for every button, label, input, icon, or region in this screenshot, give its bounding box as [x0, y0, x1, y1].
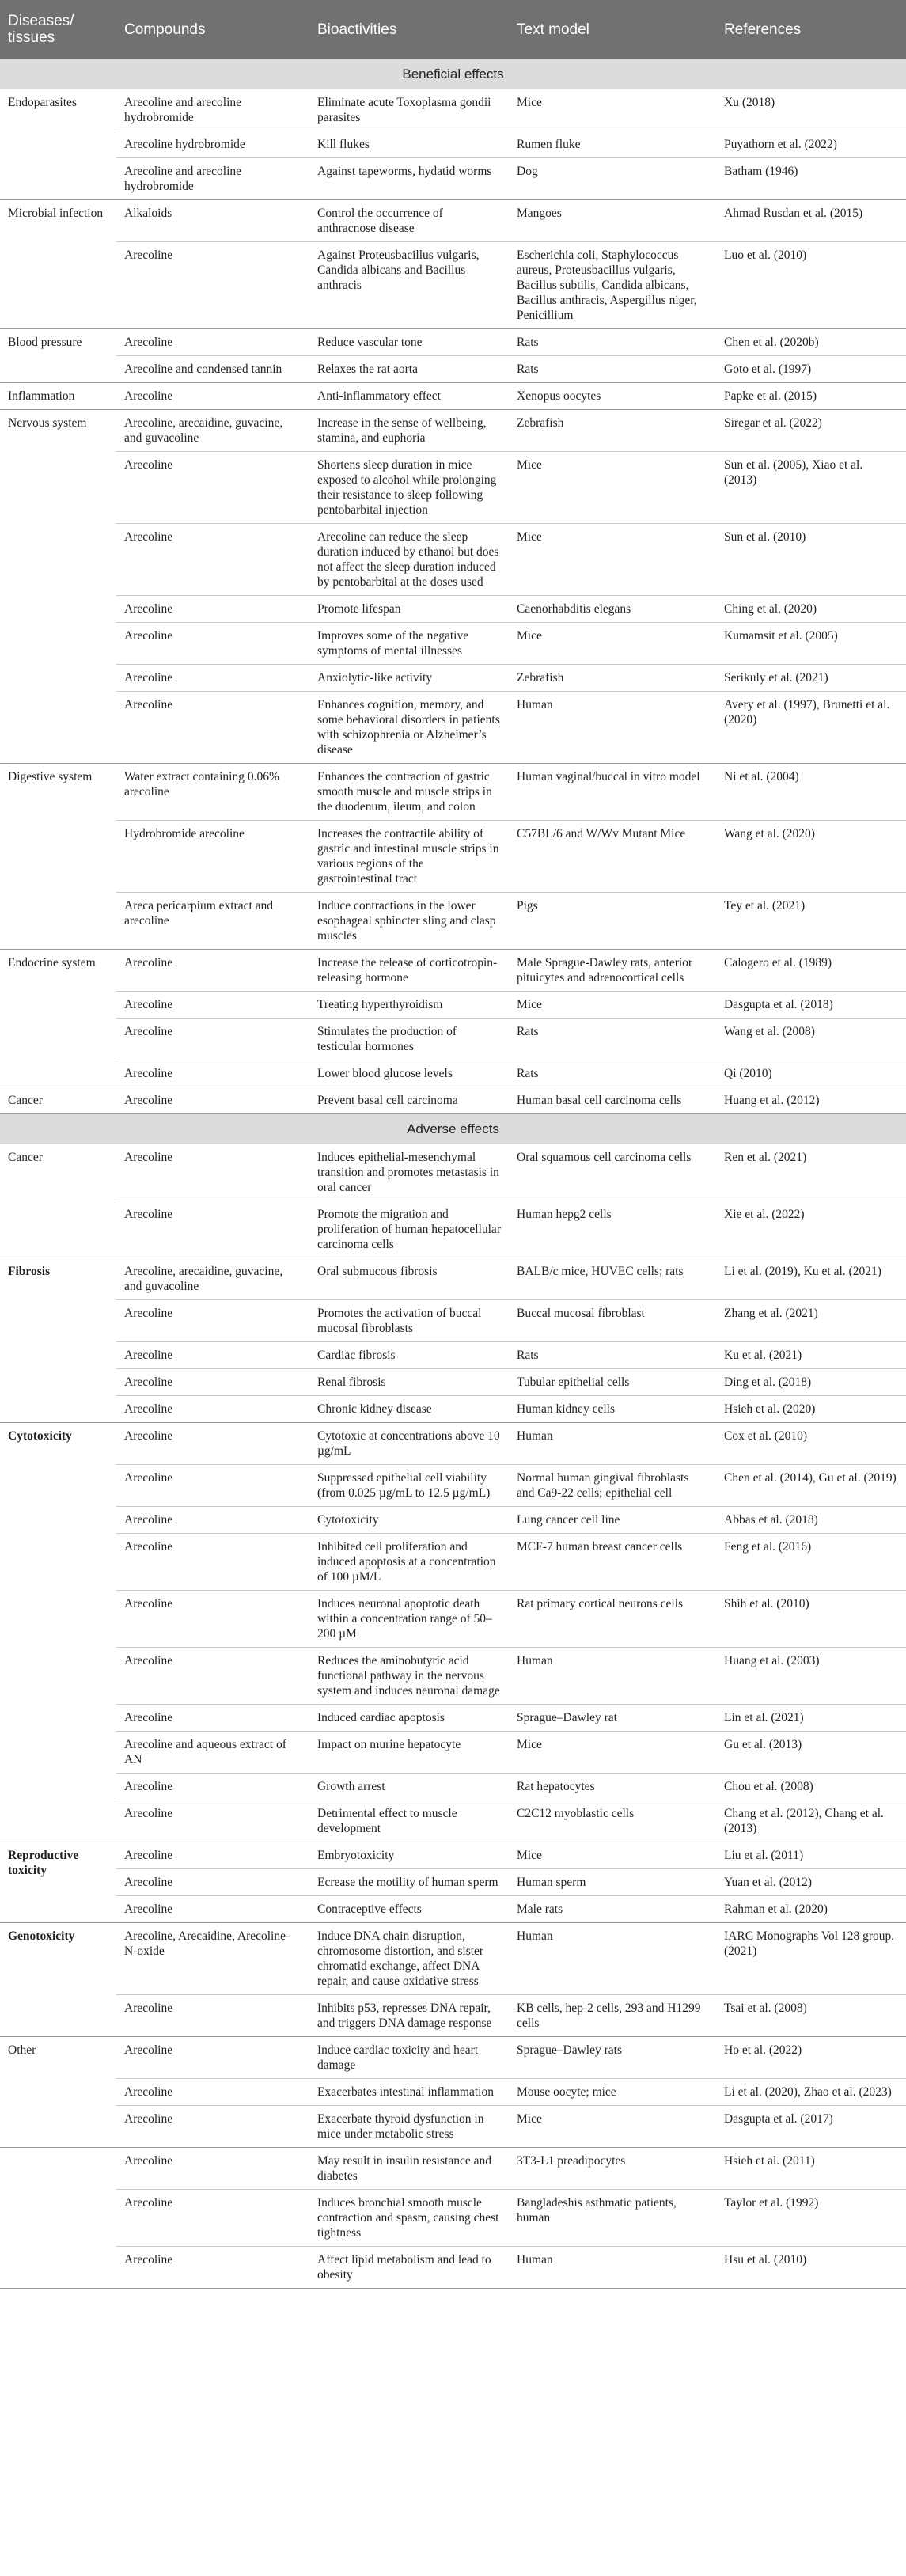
model-cell: MCF-7 human breast cancer cells	[509, 1534, 716, 1591]
bioactivity-cell: Growth arrest	[309, 1774, 509, 1800]
reference-cell: Siregar et al. (2022)	[716, 410, 906, 452]
table-row	[0, 821, 906, 893]
model-cell: Human basal cell carcinoma cells	[509, 1087, 716, 1114]
section-row	[0, 1114, 906, 1144]
model-cell: Male Sprague-Dawley rats, anterior pituicytes and adrenocortical cells	[509, 950, 716, 992]
compound-cell: Arecoline	[116, 950, 309, 992]
table-row	[0, 1465, 906, 1507]
model-cell: Human hepg2 cells	[509, 1201, 716, 1258]
compound-cell: Areca pericarpium extract and arecoline	[116, 893, 309, 950]
compound-cell: Arecoline	[116, 1396, 309, 1423]
compound-cell: Arecoline	[116, 2247, 309, 2289]
table-row	[0, 356, 906, 383]
table-row	[0, 1087, 906, 1114]
compound-cell: Arecoline, arecaidine, guvacine, and guvacoline	[116, 410, 309, 452]
model-cell: Rats	[509, 1342, 716, 1369]
compound-cell: Arecoline	[116, 596, 309, 623]
model-cell: C57BL/6 and W/Wv Mutant Mice	[509, 821, 716, 893]
reference-cell: Wang et al. (2008)	[716, 1019, 906, 1060]
compound-cell: Arecoline	[116, 1842, 309, 1869]
table-row	[0, 1732, 906, 1774]
bioactivity-cell: Promotes the activation of buccal mucosal fibroblasts	[309, 1300, 509, 1342]
reference-cell: Luo et al. (2010)	[716, 242, 906, 329]
table-row	[0, 1869, 906, 1896]
bioactivity-cell: Ecrease the motility of human sperm	[309, 1869, 509, 1896]
reference-cell: Hsu et al. (2010)	[716, 2247, 906, 2289]
table-row	[0, 1060, 906, 1087]
header-compounds: Compounds	[116, 0, 309, 59]
compound-cell: Arecoline	[116, 1648, 309, 1705]
reference-cell: Ren et al. (2021)	[716, 1144, 906, 1201]
model-cell: Rat primary cortical neurons cells	[509, 1591, 716, 1648]
compound-cell: Arecoline	[116, 1060, 309, 1087]
model-cell: Xenopus oocytes	[509, 383, 716, 410]
bioactivity-cell: Chronic kidney disease	[309, 1396, 509, 1423]
bioactivity-cell: Cytotoxicity	[309, 1507, 509, 1534]
reference-cell: Rahman et al. (2020)	[716, 1896, 906, 1923]
table-row	[0, 2190, 906, 2247]
reference-cell: Zhang et al. (2021)	[716, 1300, 906, 1342]
reference-cell: Tsai et al. (2008)	[716, 1995, 906, 2037]
bioactivity-cell: Reduce vascular tone	[309, 329, 509, 356]
compound-cell: Arecoline	[116, 2148, 309, 2190]
reference-cell: Gu et al. (2013)	[716, 1732, 906, 1774]
disease-cell: Blood pressure	[0, 329, 116, 383]
compound-cell: Arecoline	[116, 1300, 309, 1342]
bioactivity-cell: Contraceptive effects	[309, 1896, 509, 1923]
compound-cell: Arecoline	[116, 1369, 309, 1396]
reference-cell: Papke et al. (2015)	[716, 383, 906, 410]
model-cell: Mice	[509, 992, 716, 1019]
bioactivity-cell: Induce cardiac toxicity and heart damage	[309, 2037, 509, 2079]
reference-cell: Ching et al. (2020)	[716, 596, 906, 623]
compound-cell: Arecoline and aqueous extract of AN	[116, 1732, 309, 1774]
compound-cell: Arecoline	[116, 1774, 309, 1800]
table-row	[0, 2247, 906, 2289]
model-cell: Rumen fluke	[509, 131, 716, 158]
compound-cell: Arecoline	[116, 329, 309, 356]
compound-cell: Arecoline	[116, 1201, 309, 1258]
model-cell: Tubular epithelial cells	[509, 1369, 716, 1396]
table-row	[0, 1995, 906, 2037]
table-row	[0, 329, 906, 356]
bioactivity-cell: Inhibited cell proliferation and induced apoptosis at a concentration of 100 µM/L	[309, 1534, 509, 1591]
disease-cell: Fibrosis	[0, 1258, 116, 1423]
bioactivity-cell: Arecoline can reduce the sleep duration induced by ethanol but does not affect the sleep duration induced by pentobarbital at the doses used	[309, 524, 509, 596]
compound-cell: Arecoline	[116, 692, 309, 764]
disease-cell: Cancer	[0, 1144, 116, 1258]
compound-cell: Arecoline	[116, 1342, 309, 1369]
compound-cell: Arecoline, Arecaidine, Arecoline-N-oxide	[116, 1923, 309, 1995]
reference-cell: Li et al. (2019), Ku et al. (2021)	[716, 1258, 906, 1300]
reference-cell: Goto et al. (1997)	[716, 356, 906, 383]
model-cell: Rats	[509, 1019, 716, 1060]
table-row	[0, 1144, 906, 1201]
table-row	[0, 623, 906, 665]
bioactivity-cell: Exacerbates intestinal inflammation	[309, 2079, 509, 2106]
bioactivity-cell: Prevent basal cell carcinoma	[309, 1087, 509, 1114]
bioactivity-cell: Enhances cognition, memory, and some behavioral disorders in patients with schizophrenia or Alzheimer’s disease	[309, 692, 509, 764]
bioactivity-cell: Exacerbate thyroid dysfunction in mice under metabolic stress	[309, 2106, 509, 2148]
model-cell: Mice	[509, 452, 716, 524]
reference-cell: Ku et al. (2021)	[716, 1342, 906, 1369]
disease-cell: Microbial infection	[0, 200, 116, 329]
compound-cell: Arecoline	[116, 1087, 309, 1114]
reference-cell: Shih et al. (2010)	[716, 1591, 906, 1648]
table-row	[0, 1774, 906, 1800]
model-cell: Human	[509, 2247, 716, 2289]
reference-cell: Hsieh et al. (2020)	[716, 1396, 906, 1423]
bioactivity-cell: Renal fibrosis	[309, 1369, 509, 1396]
model-cell: Human kidney cells	[509, 1396, 716, 1423]
model-cell: Human vaginal/buccal in vitro model	[509, 764, 716, 821]
reference-cell: Ni et al. (2004)	[716, 764, 906, 821]
table-row	[0, 89, 906, 131]
reference-cell: Batham (1946)	[716, 158, 906, 200]
compound-cell: Arecoline	[116, 1534, 309, 1591]
table-row	[0, 1648, 906, 1705]
reference-cell: Feng et al. (2016)	[716, 1534, 906, 1591]
bioactivity-cell: May result in insulin resistance and diabetes	[309, 2148, 509, 2190]
table-row	[0, 1201, 906, 1258]
table-row	[0, 2079, 906, 2106]
table-row	[0, 383, 906, 410]
reference-cell: Tey et al. (2021)	[716, 893, 906, 950]
compound-cell: Arecoline and condensed tannin	[116, 356, 309, 383]
disease-cell: Cancer	[0, 1087, 116, 1114]
table-row	[0, 200, 906, 242]
compound-cell: Alkaloids	[116, 200, 309, 242]
bioactivity-cell: Improves some of the negative symptoms of mental illnesses	[309, 623, 509, 665]
table-row	[0, 1396, 906, 1423]
compound-cell: Arecoline	[116, 2079, 309, 2106]
reference-cell: Chou et al. (2008)	[716, 1774, 906, 1800]
disease-cell: Endocrine system	[0, 950, 116, 1087]
bioactivity-cell: Induces neuronal apoptotic death within a concentration range of 50–200 µM	[309, 1591, 509, 1648]
table-row	[0, 1842, 906, 1869]
model-cell: Zebrafish	[509, 665, 716, 692]
compound-cell: Arecoline	[116, 242, 309, 329]
model-cell: Human	[509, 1423, 716, 1465]
disease-cell: Other	[0, 2037, 116, 2148]
reference-cell: Sun et al. (2010)	[716, 524, 906, 596]
compound-cell: Arecoline	[116, 1800, 309, 1842]
bioactivity-cell: Promote the migration and proliferation of human hepatocellular carcinoma cells	[309, 1201, 509, 1258]
model-cell: 3T3-L1 preadipocytes	[509, 2148, 716, 2190]
table-row	[0, 1705, 906, 1732]
table-row	[0, 1591, 906, 1648]
table-row	[0, 950, 906, 992]
compound-cell: Arecoline	[116, 1995, 309, 2037]
compound-cell: Arecoline	[116, 1507, 309, 1534]
disease-cell: Inflammation	[0, 383, 116, 410]
bioactivity-cell: Relaxes the rat aorta	[309, 356, 509, 383]
table-row	[0, 764, 906, 821]
model-cell: Zebrafish	[509, 410, 716, 452]
model-cell: Rat hepatocytes	[509, 1774, 716, 1800]
compound-cell: Arecoline	[116, 1869, 309, 1896]
bioactivity-cell: Cytotoxic at concentrations above 10 µg/mL	[309, 1423, 509, 1465]
model-cell: Human	[509, 692, 716, 764]
model-cell: Mice	[509, 623, 716, 665]
compound-cell: Arecoline	[116, 623, 309, 665]
compound-cell: Arecoline	[116, 452, 309, 524]
model-cell: Sprague–Dawley rat	[509, 1705, 716, 1732]
compound-cell: Arecoline	[116, 2190, 309, 2247]
disease-cell: Reproductive toxicity	[0, 1842, 116, 1923]
bioactivity-cell: Anxiolytic-like activity	[309, 665, 509, 692]
disease-cell: Endoparasites	[0, 89, 116, 200]
compound-cell: Arecoline	[116, 665, 309, 692]
model-cell: Human sperm	[509, 1869, 716, 1896]
bioactivity-cell: Induce contractions in the lower esophageal sphincter sling and clasp muscles	[309, 893, 509, 950]
table-row	[0, 524, 906, 596]
table-row	[0, 2148, 906, 2190]
table-row	[0, 1923, 906, 1995]
section-title: Adverse effects	[0, 1114, 906, 1144]
reference-cell: Huang et al. (2003)	[716, 1648, 906, 1705]
table-row	[0, 452, 906, 524]
model-cell: Mice	[509, 2106, 716, 2148]
header-diseases: Diseases/ tissues	[0, 0, 116, 59]
compound-cell: Arecoline	[116, 1019, 309, 1060]
compound-cell: Arecoline	[116, 383, 309, 410]
model-cell: Pigs	[509, 893, 716, 950]
table-row	[0, 2106, 906, 2148]
model-cell: Normal human gingival fibroblasts and Ca9-22 cells; epithelial cell	[509, 1465, 716, 1507]
disease-cell	[0, 2148, 116, 2289]
table-row	[0, 131, 906, 158]
model-cell: Mangoes	[509, 200, 716, 242]
model-cell: Mice	[509, 1842, 716, 1869]
model-cell: Mice	[509, 1732, 716, 1774]
model-cell: Caenorhabditis elegans	[509, 596, 716, 623]
compound-cell: Water extract containing 0.06% arecoline	[116, 764, 309, 821]
model-cell: Lung cancer cell line	[509, 1507, 716, 1534]
table-row	[0, 1423, 906, 1465]
bioactivity-cell: Control the occurrence of anthracnose disease	[309, 200, 509, 242]
compound-cell: Hydrobromide arecoline	[116, 821, 309, 893]
reference-cell: IARC Monographs Vol 128 group. (2021)	[716, 1923, 906, 1995]
table-row	[0, 1800, 906, 1842]
reference-cell: Calogero et al. (1989)	[716, 950, 906, 992]
compound-cell: Arecoline	[116, 1896, 309, 1923]
bioactivity-cell: Induces epithelial-mesenchymal transition and promotes metastasis in oral cancer	[309, 1144, 509, 1201]
reference-cell: Yuan et al. (2012)	[716, 1869, 906, 1896]
disease-cell: Nervous system	[0, 410, 116, 764]
bioactivity-cell: Embryotoxicity	[309, 1842, 509, 1869]
table-row	[0, 1896, 906, 1923]
model-cell: KB cells, hep-2 cells, 293 and H1299 cells	[509, 1995, 716, 2037]
table-row	[0, 596, 906, 623]
model-cell: Mice	[509, 524, 716, 596]
table-row	[0, 665, 906, 692]
compound-cell: Arecoline	[116, 2037, 309, 2079]
bioactivity-cell: Induced cardiac apoptosis	[309, 1705, 509, 1732]
reference-cell: Chen et al. (2020b)	[716, 329, 906, 356]
table-row	[0, 992, 906, 1019]
model-cell: Dog	[509, 158, 716, 200]
table-header-row	[0, 0, 906, 59]
reference-cell: Abbas et al. (2018)	[716, 1507, 906, 1534]
section-title: Beneficial effects	[0, 59, 906, 89]
reference-cell: Kumamsit et al. (2005)	[716, 623, 906, 665]
bioactivity-cell: Inhibits p53, represses DNA repair, and triggers DNA damage response	[309, 1995, 509, 2037]
table-row	[0, 1258, 906, 1300]
bioactivity-cell: Against Proteusbacillus vulgaris, Candida albicans and Bacillus anthracis	[309, 242, 509, 329]
reference-cell: Liu et al. (2011)	[716, 1842, 906, 1869]
table-row	[0, 1300, 906, 1342]
bioactivity-cell: Cardiac fibrosis	[309, 1342, 509, 1369]
model-cell: C2C12 myoblastic cells	[509, 1800, 716, 1842]
reference-cell: Wang et al. (2020)	[716, 821, 906, 893]
bioactivity-cell: Enhances the contraction of gastric smooth muscle and muscle strips in the duodenum, ileum, and colon	[309, 764, 509, 821]
table-row	[0, 2037, 906, 2079]
bioactivity-cell: Reduces the aminobutyric acid functional pathway in the nervous system and induces neuronal damage	[309, 1648, 509, 1705]
table-row	[0, 1507, 906, 1534]
reference-cell: Ho et al. (2022)	[716, 2037, 906, 2079]
table-row	[0, 158, 906, 200]
model-cell: Sprague–Dawley rats	[509, 2037, 716, 2079]
compound-cell: Arecoline	[116, 1423, 309, 1465]
bioactivity-cell: Increases the contractile ability of gastric and intestinal muscle strips in various regions of the gastrointestinal tract	[309, 821, 509, 893]
compound-cell: Arecoline, arecaidine, guvacine, and guvacoline	[116, 1258, 309, 1300]
table-row	[0, 1342, 906, 1369]
model-cell: Rats	[509, 1060, 716, 1087]
compound-cell: Arecoline	[116, 1465, 309, 1507]
reference-cell: Cox et al. (2010)	[716, 1423, 906, 1465]
disease-cell: Cytotoxicity	[0, 1423, 116, 1842]
compound-cell: Arecoline	[116, 1144, 309, 1201]
bioactivity-cell: Affect lipid metabolism and lead to obesity	[309, 2247, 509, 2289]
reference-cell: Dasgupta et al. (2017)	[716, 2106, 906, 2148]
disease-cell: Digestive system	[0, 764, 116, 950]
reference-cell: Chang et al. (2012), Chang et al. (2013)	[716, 1800, 906, 1842]
reference-cell: Lin et al. (2021)	[716, 1705, 906, 1732]
bioactivity-cell: Increase the release of corticotropin-releasing hormone	[309, 950, 509, 992]
reference-cell: Chen et al. (2014), Gu et al. (2019)	[716, 1465, 906, 1507]
compound-cell: Arecoline	[116, 524, 309, 596]
table-row	[0, 242, 906, 329]
compound-cell: Arecoline	[116, 1591, 309, 1648]
bioactivity-cell: Suppressed epithelial cell viability (from 0.025 µg/mL to 12.5 µg/mL)	[309, 1465, 509, 1507]
bioactivity-cell: Induce DNA chain disruption, chromosome distortion, and sister chromatid exchange, affect DNA repair, and cause oxidative stress	[309, 1923, 509, 1995]
bioactivity-cell: Lower blood glucose levels	[309, 1060, 509, 1087]
reference-cell: Sun et al. (2005), Xiao et al. (2013)	[716, 452, 906, 524]
model-cell: Male rats	[509, 1896, 716, 1923]
table-row	[0, 1019, 906, 1060]
bioactivity-cell: Increase in the sense of wellbeing, stamina, and euphoria	[309, 410, 509, 452]
bioactivity-cell: Anti-inflammatory effect	[309, 383, 509, 410]
bioactivity-cell: Detrimental effect to muscle development	[309, 1800, 509, 1842]
header-references: References	[716, 0, 906, 59]
section-row	[0, 59, 906, 89]
model-cell: BALB/c mice, HUVEC cells; rats	[509, 1258, 716, 1300]
bioactivity-cell: Stimulates the production of testicular hormones	[309, 1019, 509, 1060]
model-cell: Rats	[509, 329, 716, 356]
table-row	[0, 692, 906, 764]
reference-cell: Xie et al. (2022)	[716, 1201, 906, 1258]
header-text-model: Text model	[509, 0, 716, 59]
model-cell: Human	[509, 1923, 716, 1995]
reference-cell: Hsieh et al. (2011)	[716, 2148, 906, 2190]
table-row	[0, 1369, 906, 1396]
model-cell: Escherichia coli, Staphylococcus aureus, Proteusbacillus vulgaris, Bacillus subtilis, Candida albicans, Bacillus anthracis, Aspergillus niger, Penicillium	[509, 242, 716, 329]
header-bioactivities: Bioactivities	[309, 0, 509, 59]
bioactivity-cell: Treating hyperthyroidism	[309, 992, 509, 1019]
model-cell: Mice	[509, 89, 716, 131]
table-body	[0, 59, 906, 2289]
compound-cell: Arecoline	[116, 2106, 309, 2148]
bioactivity-cell: Against tapeworms, hydatid worms	[309, 158, 509, 200]
model-cell: Oral squamous cell carcinoma cells	[509, 1144, 716, 1201]
model-cell: Bangladeshis asthmatic patients, human	[509, 2190, 716, 2247]
reference-cell: Li et al. (2020), Zhao et al. (2023)	[716, 2079, 906, 2106]
table-row	[0, 410, 906, 452]
bioactivity-cell: Shortens sleep duration in mice exposed to alcohol while prolonging their resistance to sleep following pentobarbital injection	[309, 452, 509, 524]
disease-cell: Genotoxicity	[0, 1923, 116, 2037]
compound-cell: Arecoline and arecoline hydrobromide	[116, 89, 309, 131]
reference-cell: Huang et al. (2012)	[716, 1087, 906, 1114]
reference-cell: Serikuly et al. (2021)	[716, 665, 906, 692]
bioactivity-cell: Kill flukes	[309, 131, 509, 158]
model-cell: Buccal mucosal fibroblast	[509, 1300, 716, 1342]
compound-cell: Arecoline and arecoline hydrobromide	[116, 158, 309, 200]
reference-cell: Puyathorn et al. (2022)	[716, 131, 906, 158]
reference-cell: Dasgupta et al. (2018)	[716, 992, 906, 1019]
bioactivity-cell: Impact on murine hepatocyte	[309, 1732, 509, 1774]
table-row	[0, 893, 906, 950]
bioactivity-cell: Eliminate acute Toxoplasma gondii parasites	[309, 89, 509, 131]
reference-cell: Ding et al. (2018)	[716, 1369, 906, 1396]
bioactivity-cell: Oral submucous fibrosis	[309, 1258, 509, 1300]
model-cell: Rats	[509, 356, 716, 383]
bioactivity-cell: Promote lifespan	[309, 596, 509, 623]
model-cell: Human	[509, 1648, 716, 1705]
reference-cell: Ahmad Rusdan et al. (2015)	[716, 200, 906, 242]
compound-cell: Arecoline hydrobromide	[116, 131, 309, 158]
compound-cell: Arecoline	[116, 1705, 309, 1732]
bioactivity-cell: Induces bronchial smooth muscle contraction and spasm, causing chest tightness	[309, 2190, 509, 2247]
model-cell: Mouse oocyte; mice	[509, 2079, 716, 2106]
table-row	[0, 1534, 906, 1591]
reference-cell: Qi (2010)	[716, 1060, 906, 1087]
reference-cell: Xu (2018)	[716, 89, 906, 131]
compound-cell: Arecoline	[116, 992, 309, 1019]
reference-cell: Taylor et al. (1992)	[716, 2190, 906, 2247]
reference-cell: Avery et al. (1997), Brunetti et al. (2020)	[716, 692, 906, 764]
